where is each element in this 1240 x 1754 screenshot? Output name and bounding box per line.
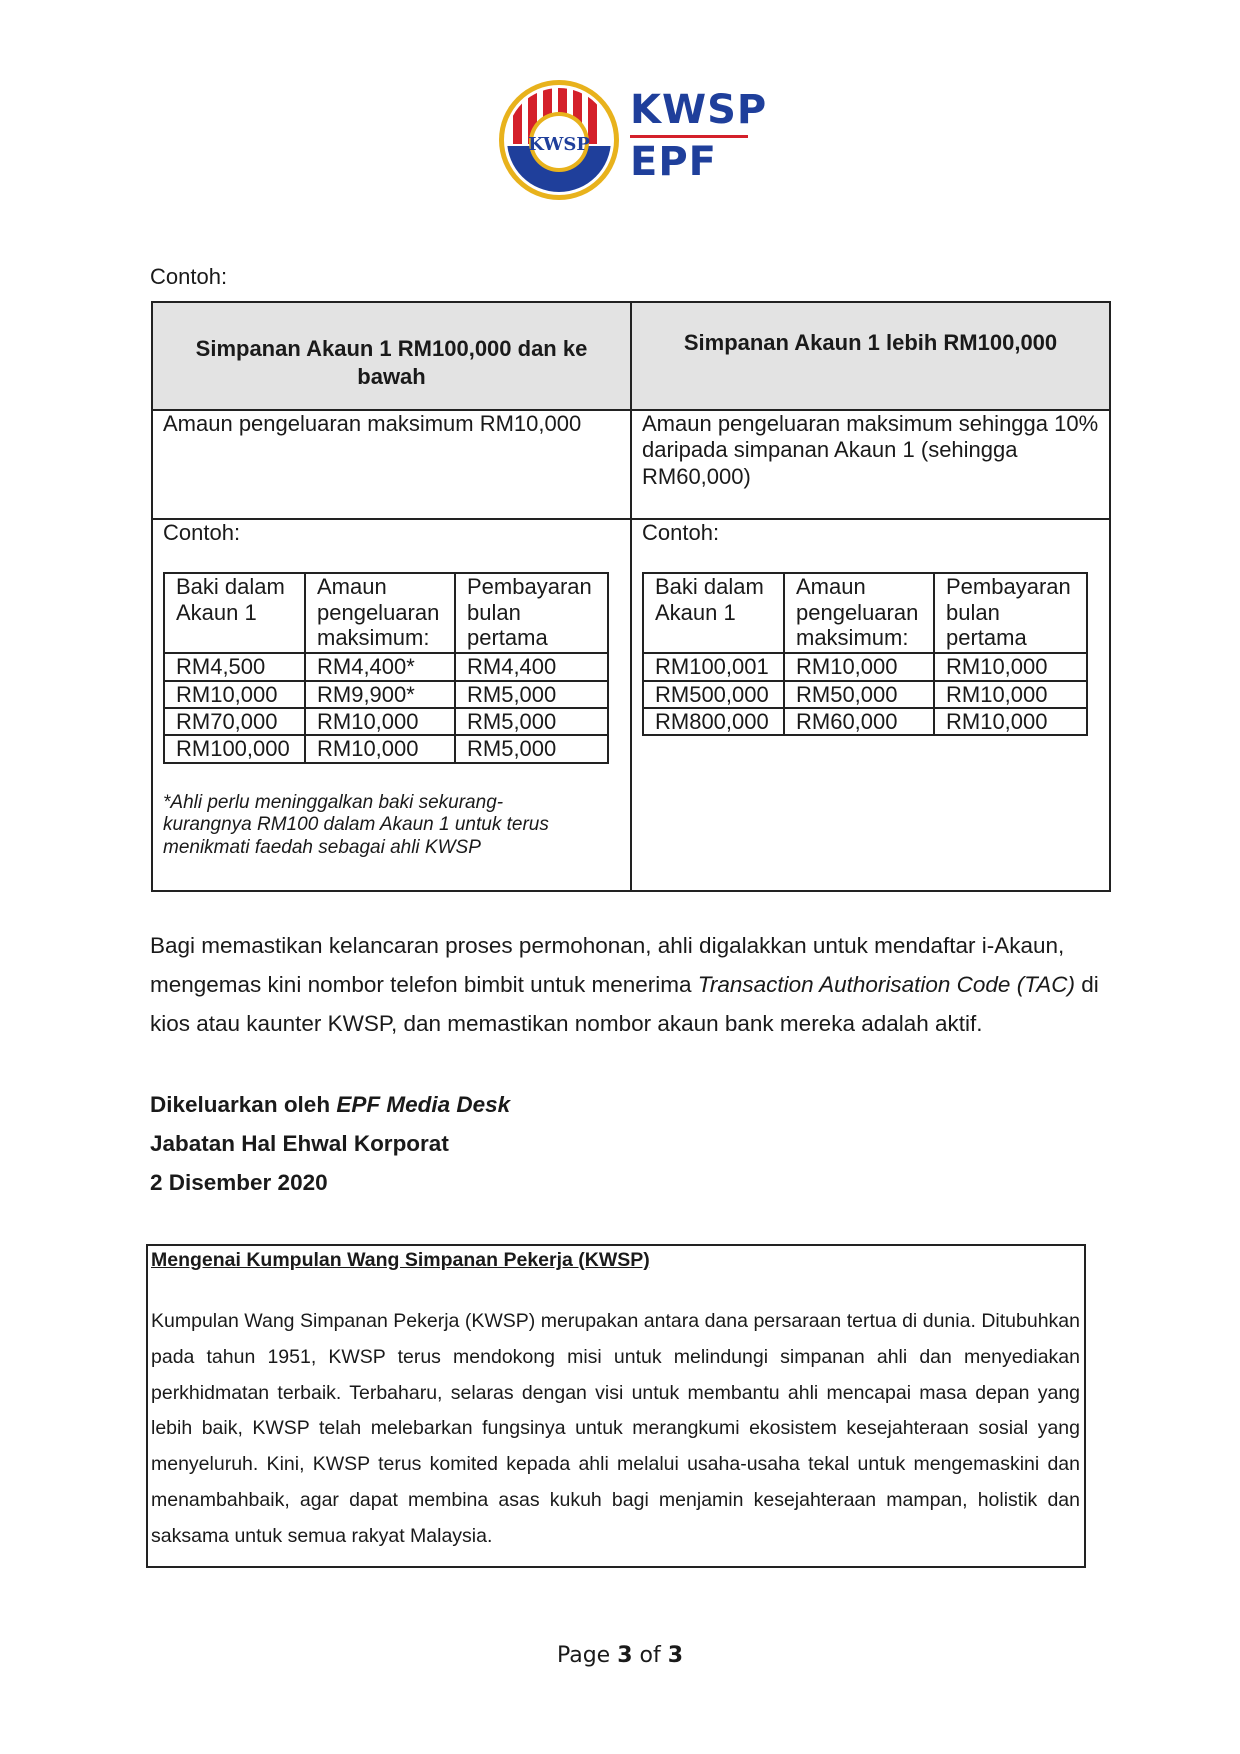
table-cell: RM5,000 <box>455 735 608 762</box>
left-example-label: Contoh: <box>163 520 241 545</box>
right-example-label: Contoh: <box>642 520 720 545</box>
paragraph-part1: Bagi memastikan kelancaran proses permohonan, ahli digalakkan untuk mendaftar i-Akaun, mengemas kini nombor telefon bimbit untuk menerima <box>150 933 1065 997</box>
comparison-table <box>151 301 1111 892</box>
table-cell: RM100,001 <box>643 653 784 680</box>
table-cell: RM10,000 <box>164 681 305 708</box>
header-cell: Pembayaran bulan pertama <box>934 573 1087 653</box>
about-title: Mengenai Kumpulan Wang Simpanan Pekerja (KWSP) <box>151 1249 650 1271</box>
logo-epf-text: EPF <box>630 139 717 185</box>
issued-desk: EPF Media Desk <box>336 1092 511 1117</box>
page-current: 3 <box>617 1643 633 1668</box>
table-cell: RM500,000 <box>643 681 784 708</box>
left-example-table <box>163 572 609 763</box>
left-column-header: Simpanan Akaun 1 RM100,000 dan ke bawah <box>152 302 631 410</box>
table-row <box>164 573 608 653</box>
comparison-desc-row <box>152 410 1110 519</box>
instruction-paragraph <box>150 926 1100 1043</box>
right-example-table <box>642 572 1088 736</box>
logo-wordmark <box>630 87 768 185</box>
table-cell: RM4,500 <box>164 653 305 680</box>
footnote: *Ahli perlu meninggalkan baki sekurang-kurangnya RM100 dalam Akaun 1 untuk terus menikmati faedah sebagai ahli KWSP <box>163 791 549 859</box>
table-cell: RM70,000 <box>164 708 305 735</box>
table-cell: RM5,000 <box>455 681 608 708</box>
issued-prefix: Dikeluarkan oleh <box>150 1092 337 1117</box>
table-cell: RM5,000 <box>455 708 608 735</box>
table-cell: RM800,000 <box>643 708 784 735</box>
table-cell: RM4,400* <box>305 653 455 680</box>
comparison-example-row <box>152 519 1110 891</box>
page-of-word: of <box>639 1643 661 1668</box>
table-row <box>643 653 1087 680</box>
table-row <box>643 681 1087 708</box>
kwsp-emblem-icon <box>495 76 623 204</box>
table-cell: RM4,400 <box>455 653 608 680</box>
kwsp-logo <box>495 76 768 204</box>
table-cell: RM100,000 <box>164 735 305 762</box>
right-description: Amaun pengeluaran maksimum sehingga 10% daripada simpanan Akaun 1 (sehingga RM60,000) <box>631 410 1110 519</box>
table-cell: RM10,000 <box>934 708 1087 735</box>
header-cell: Amaun pengeluaran maksimum: <box>305 573 455 653</box>
paragraph-part2: di kios atau kaunter KWSP, dan memastikan nombor akaun bank mereka adalah aktif. <box>150 972 1099 1036</box>
page-word: Page <box>556 1643 611 1668</box>
header-cell: Pembayaran bulan pertama <box>455 573 608 653</box>
comparison-header-row <box>152 302 1110 410</box>
left-example-cell <box>152 519 631 891</box>
page-number <box>0 1643 1240 1668</box>
table-cell: RM50,000 <box>784 681 934 708</box>
right-example-cell <box>631 519 1110 891</box>
table-row <box>164 681 608 708</box>
table-cell: RM60,000 <box>784 708 934 735</box>
table-row <box>164 735 608 762</box>
header-cell: Amaun pengeluaran maksimum: <box>784 573 934 653</box>
table-cell: RM10,000 <box>305 708 455 735</box>
header-cell: Baki dalam Akaun 1 <box>643 573 784 653</box>
table-row <box>164 708 608 735</box>
issued-by-line <box>150 1085 510 1124</box>
about-body: Kumpulan Wang Simpanan Pekerja (KWSP) merupakan antara dana persaraan tertua di dunia. Ditubuhkan pada tahun 1951, KWSP terus mendokong misi untuk melindungi simpanan ahli dan menyediakan perkhidmatan terbaik. Terbaharu, selaras dengan visi untuk membantu ahli mencapai masa depan yang lebih baik, KWSP telah melebarkan fungsinya untuk merangkumi ekosistem kesejahteraan sosial yang menyeluruh. Kini, KWSP terus komited kepada ahli melalui usaha-usaha tekal untuk mengemaskini dan menambahbaik, agar dapat membina asas kukuh bagi menjamin kesejahteraan mampan, holistik dan saksama untuk semua rakyat Malaysia. <box>151 1310 1080 1547</box>
page-total: 3 <box>667 1643 684 1668</box>
table-row <box>643 573 1087 653</box>
table-cell: RM10,000 <box>784 653 934 680</box>
issued-block <box>150 1085 510 1202</box>
contoh-heading: Contoh: <box>150 264 228 289</box>
emblem-letters: KWSP <box>528 134 590 155</box>
logo-kwsp-text: KWSP <box>630 90 748 138</box>
table-cell: RM10,000 <box>934 653 1087 680</box>
about-box <box>146 1244 1086 1568</box>
table-cell: RM10,000 <box>934 681 1087 708</box>
right-column-header: Simpanan Akaun 1 lebih RM100,000 <box>631 302 1110 410</box>
table-row <box>164 653 608 680</box>
issued-department: Jabatan Hal Ehwal Korporat <box>150 1131 449 1156</box>
table-cell: RM10,000 <box>305 735 455 762</box>
paragraph-tac-italic: Transaction Authorisation Code (TAC) <box>697 972 1076 997</box>
issued-date: 2 Disember 2020 <box>150 1170 328 1195</box>
table-row <box>643 708 1087 735</box>
header-cell: Baki dalam Akaun 1 <box>164 573 305 653</box>
table-cell: RM9,900* <box>305 681 455 708</box>
left-description: Amaun pengeluaran maksimum RM10,000 <box>152 410 631 519</box>
